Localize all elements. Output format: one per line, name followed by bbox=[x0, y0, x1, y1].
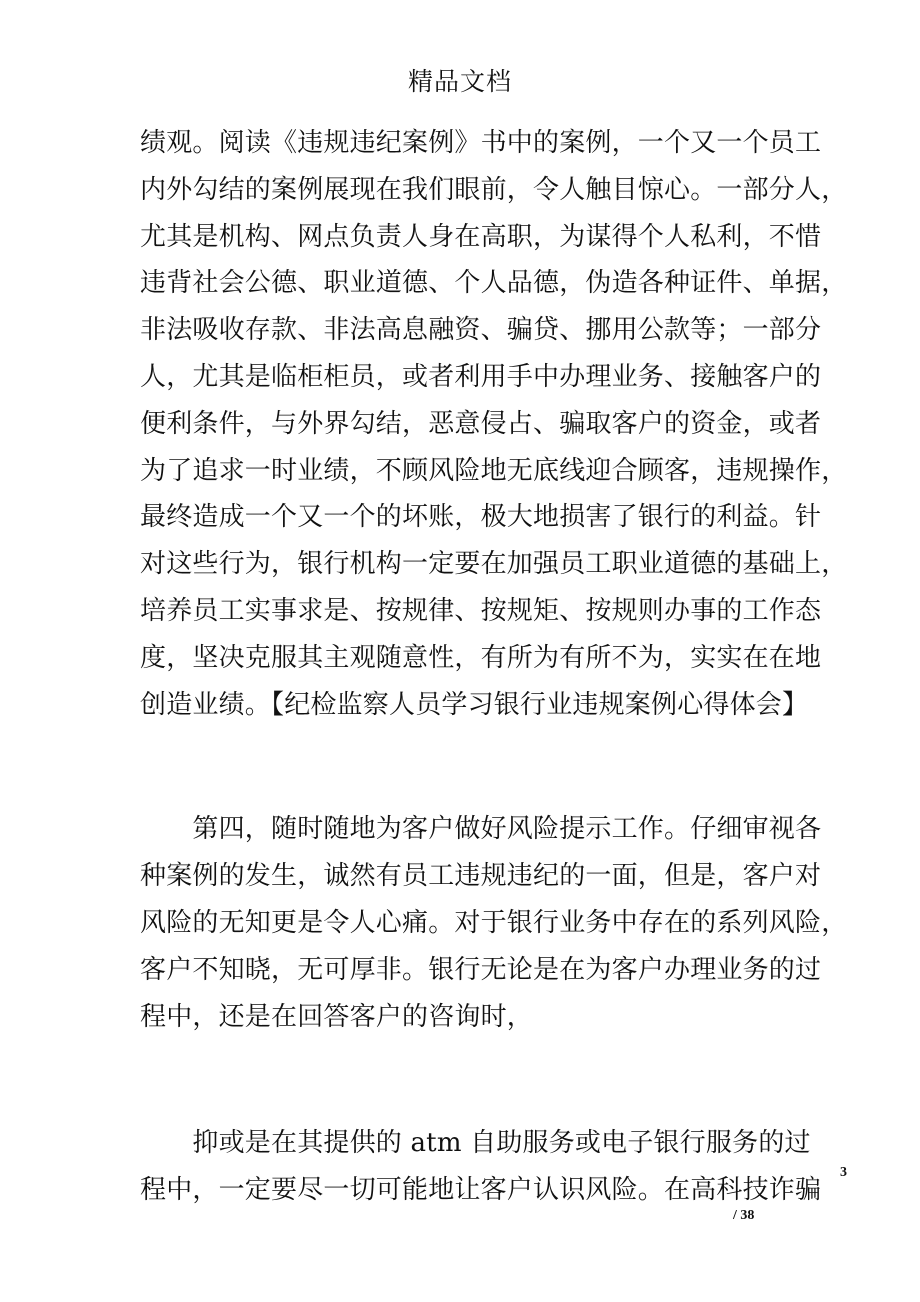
text-line: 第四，随时随地为客户做好风险提示工作。仔细审视各 bbox=[140, 814, 822, 845]
document-body bbox=[140, 120, 848, 1214]
text-line: 为了追求一时业绩，不顾风险地无底线迎合顾客，违规操作， bbox=[140, 455, 848, 486]
text-line: 种案例的发生，诚然有员工违规违纪的一面，但是，客户对 bbox=[140, 861, 822, 892]
text-line: 违背社会公德、职业道德、个人品德，伪造各种证件、单据， bbox=[140, 268, 848, 299]
text-line: 程中，还是在回答客户的咨询时， bbox=[140, 1001, 534, 1032]
text-line: 最终造成一个又一个的坏账，极大地损害了银行的利益。针 bbox=[140, 502, 822, 533]
paragraph-3 bbox=[140, 1120, 822, 1214]
text-line: 便利条件，与外界勾结，恶意侵占、骗取客户的资金，或者 bbox=[140, 408, 822, 439]
paragraph-2 bbox=[140, 806, 848, 1040]
text-line: 对这些行为，银行机构一定要在加强员工职业道德的基础上， bbox=[140, 549, 848, 580]
page-total: / 38 bbox=[733, 1208, 755, 1223]
text-line: 程中，一定要尽一切可能地让客户认识风险。在高科技诈骗 bbox=[140, 1175, 822, 1206]
paragraph-spacer bbox=[140, 728, 785, 806]
text-line: 抑或是在其提供的 atm 自助服务或电子银行服务的过 bbox=[140, 1128, 811, 1159]
text-line: 培养员工实事求是、按规律、按规矩、按规则办事的工作态 bbox=[140, 595, 822, 626]
paragraph-1 bbox=[140, 120, 848, 728]
text-line: 非法吸收存款、非法高息融资、骗贷、挪用公款等；一部分 bbox=[140, 315, 822, 346]
text-line: 人，尤其是临柜柜员，或者利用手中办理业务、接触客户的 bbox=[140, 361, 822, 392]
text-line: 内外勾结的案例展现在我们眼前，令人触目惊心。一部分人， bbox=[140, 174, 848, 205]
text-line: 风险的无知更是令人心痛。对于银行业务中存在的系列风险， bbox=[140, 907, 848, 938]
text-line: 尤其是机构、网点负责人身在高职，为谋得个人私利，不惜 bbox=[140, 221, 822, 252]
page-number: 3 bbox=[840, 1165, 847, 1180]
text-line: 客户不知晓，无可厚非。银行无论是在为客户办理业务的过 bbox=[140, 954, 822, 985]
paragraph-spacer bbox=[140, 1040, 785, 1120]
document-header-title: 精品文档 bbox=[407, 67, 512, 96]
text-line: 创造业绩。【纪检监察人员学习银行业违规案例心得体会】 bbox=[140, 689, 809, 720]
text-line: 度，坚决克服其主观随意性，有所为有所不为，实实在在地 bbox=[140, 642, 822, 673]
text-line: 绩观。阅读《违规违纪案例》书中的案例，一个又一个员工 bbox=[140, 128, 822, 158]
